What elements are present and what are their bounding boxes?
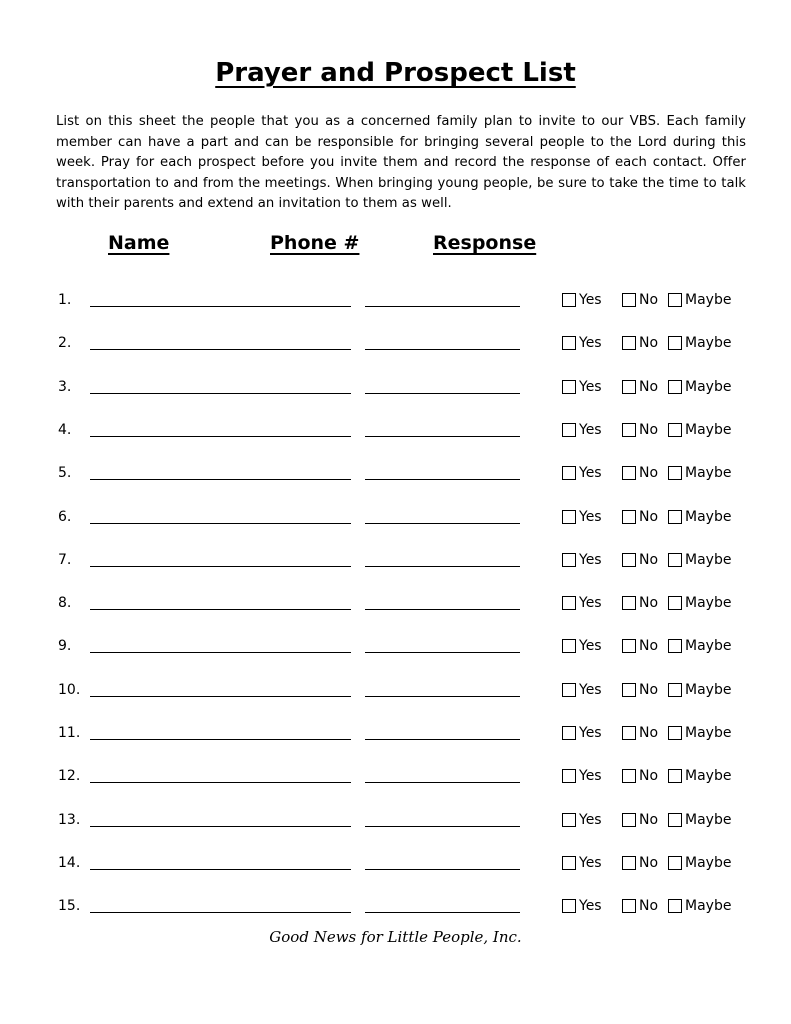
response-option-maybe [668, 550, 731, 570]
no-label: No [639, 768, 659, 785]
response-option-maybe [668, 463, 731, 483]
row-number: 8. [58, 595, 72, 612]
phone-field-line[interactable] [365, 826, 520, 827]
response-option-no [622, 377, 658, 397]
response-option-maybe [668, 290, 731, 310]
row-number: 6. [58, 508, 72, 525]
name-field-line[interactable] [90, 479, 351, 480]
yes-checkbox[interactable] [562, 813, 576, 827]
name-field-line[interactable] [90, 436, 351, 437]
response-option-maybe [668, 593, 731, 613]
response-option-yes [562, 680, 602, 700]
no-checkbox[interactable] [622, 596, 636, 610]
phone-field-line[interactable] [365, 869, 520, 870]
response-option-no [622, 463, 658, 483]
response-option-no [622, 290, 658, 310]
response-option-yes [562, 290, 602, 310]
response-option-no [622, 853, 658, 873]
prospect-row [0, 507, 791, 537]
response-option-no [622, 507, 658, 527]
name-field-line[interactable] [90, 739, 351, 740]
maybe-checkbox[interactable] [668, 726, 682, 740]
prospect-row [0, 853, 791, 883]
yes-checkbox[interactable] [562, 423, 576, 437]
maybe-checkbox[interactable] [668, 510, 682, 524]
maybe-label: Maybe [685, 551, 732, 568]
row-number: 14. [58, 854, 81, 871]
row-number: 11. [58, 725, 81, 741]
maybe-label: Maybe [685, 595, 732, 612]
prospect-row [0, 463, 791, 493]
phone-field-line[interactable] [365, 479, 520, 480]
prospect-row [0, 550, 791, 580]
row-number: 2. [58, 335, 72, 352]
yes-label: Yes [579, 465, 602, 482]
yes-label: Yes [579, 768, 602, 785]
response-option-maybe [668, 333, 731, 353]
no-label: No [639, 595, 659, 612]
maybe-checkbox[interactable] [668, 899, 682, 913]
name-field-line[interactable] [90, 609, 351, 610]
no-checkbox[interactable] [622, 423, 636, 437]
prospect-row [0, 377, 791, 407]
yes-label: Yes [579, 854, 602, 871]
response-option-maybe [668, 723, 731, 743]
phone-field-line[interactable] [365, 393, 520, 394]
no-checkbox[interactable] [622, 683, 636, 697]
row-number: 1. [58, 292, 72, 308]
response-option-yes [562, 333, 602, 353]
maybe-checkbox[interactable] [668, 683, 682, 697]
phone-field-line[interactable] [365, 436, 520, 437]
response-option-no [622, 593, 658, 613]
response-option-maybe [668, 853, 731, 873]
maybe-checkbox[interactable] [668, 380, 682, 394]
prospect-row [0, 723, 791, 753]
no-checkbox[interactable] [622, 293, 636, 307]
yes-label: Yes [579, 681, 602, 698]
response-option-no [622, 550, 658, 570]
yes-checkbox[interactable] [562, 639, 576, 653]
no-label: No [639, 551, 659, 568]
row-number: 3. [58, 378, 72, 395]
prospect-row [0, 680, 791, 710]
row-number: 15. [58, 898, 81, 915]
prospect-row [0, 420, 791, 450]
phone-field-line[interactable] [365, 349, 520, 350]
maybe-label: Maybe [685, 421, 732, 438]
no-label: No [639, 335, 659, 352]
response-option-maybe [668, 766, 731, 786]
response-option-no [622, 723, 658, 743]
maybe-label: Maybe [685, 854, 732, 871]
no-label: No [639, 725, 659, 741]
prospect-row [0, 593, 791, 623]
name-field-line[interactable] [90, 566, 351, 567]
yes-checkbox[interactable] [562, 510, 576, 524]
phone-field-line[interactable] [365, 523, 520, 524]
response-option-maybe [668, 636, 731, 656]
no-label: No [639, 292, 659, 308]
response-option-no [622, 420, 658, 440]
yes-label: Yes [579, 638, 602, 655]
response-option-yes [562, 593, 602, 613]
phone-field-line[interactable] [365, 739, 520, 740]
no-checkbox[interactable] [622, 510, 636, 524]
phone-field-line[interactable] [365, 306, 520, 307]
row-number: 9. [58, 638, 72, 655]
maybe-checkbox[interactable] [668, 769, 682, 783]
response-option-yes [562, 420, 602, 440]
maybe-label: Maybe [685, 638, 732, 655]
response-option-maybe [668, 896, 731, 916]
yes-checkbox[interactable] [562, 466, 576, 480]
maybe-checkbox[interactable] [668, 813, 682, 827]
row-number: 12. [58, 768, 81, 785]
response-option-yes [562, 550, 602, 570]
row-number: 5. [58, 465, 72, 482]
yes-checkbox[interactable] [562, 380, 576, 394]
maybe-checkbox[interactable] [668, 553, 682, 567]
no-label: No [639, 378, 659, 395]
no-label: No [639, 638, 659, 655]
no-checkbox[interactable] [622, 856, 636, 870]
no-label: No [639, 508, 659, 525]
prospect-row [0, 636, 791, 666]
no-checkbox[interactable] [622, 726, 636, 740]
response-option-yes [562, 810, 602, 830]
maybe-label: Maybe [685, 378, 732, 395]
row-number: 10. [58, 681, 81, 698]
maybe-label: Maybe [685, 681, 732, 698]
maybe-label: Maybe [685, 768, 732, 785]
no-label: No [639, 811, 659, 828]
row-number: 4. [58, 421, 72, 438]
footer-credit: Good News for Little People, Inc. [269, 928, 522, 946]
response-option-no [622, 766, 658, 786]
no-label: No [639, 898, 659, 915]
name-field-line[interactable] [90, 826, 351, 827]
response-option-maybe [668, 420, 731, 440]
phone-field-line[interactable] [365, 652, 520, 653]
no-checkbox[interactable] [622, 553, 636, 567]
response-option-yes [562, 853, 602, 873]
phone-field-line[interactable] [365, 609, 520, 610]
maybe-checkbox[interactable] [668, 466, 682, 480]
yes-label: Yes [579, 725, 602, 741]
no-label: No [639, 421, 659, 438]
no-checkbox[interactable] [622, 769, 636, 783]
response-option-yes [562, 896, 602, 916]
yes-checkbox[interactable] [562, 553, 576, 567]
name-field-line[interactable] [90, 782, 351, 783]
response-option-yes [562, 723, 602, 743]
maybe-label: Maybe [685, 725, 732, 741]
prospect-row [0, 896, 791, 926]
maybe-checkbox[interactable] [668, 639, 682, 653]
yes-label: Yes [579, 508, 602, 525]
yes-label: Yes [579, 898, 602, 915]
response-option-yes [562, 377, 602, 397]
no-label: No [639, 854, 659, 871]
yes-label: Yes [579, 551, 602, 568]
response-option-no [622, 636, 658, 656]
maybe-label: Maybe [685, 508, 732, 525]
response-option-yes [562, 766, 602, 786]
yes-label: Yes [579, 595, 602, 612]
name-field-line[interactable] [90, 349, 351, 350]
name-field-line[interactable] [90, 523, 351, 524]
name-field-line[interactable] [90, 306, 351, 307]
name-field-line[interactable] [90, 652, 351, 653]
column-header-phone: Phone # [270, 232, 360, 254]
column-header-response: Response [433, 232, 537, 254]
page-title: Prayer and Prospect List [215, 58, 576, 88]
response-option-maybe [668, 680, 731, 700]
no-label: No [639, 465, 659, 482]
prospect-row [0, 766, 791, 796]
maybe-checkbox[interactable] [668, 423, 682, 437]
response-option-yes [562, 463, 602, 483]
yes-checkbox[interactable] [562, 726, 576, 740]
yes-label: Yes [579, 378, 602, 395]
row-number: 7. [58, 551, 72, 568]
prospect-row [0, 333, 791, 363]
response-option-no [622, 333, 658, 353]
response-option-maybe [668, 810, 731, 830]
yes-checkbox[interactable] [562, 336, 576, 350]
maybe-label: Maybe [685, 811, 732, 828]
phone-field-line[interactable] [365, 782, 520, 783]
prospect-row [0, 810, 791, 840]
phone-field-line[interactable] [365, 912, 520, 913]
response-option-no [622, 680, 658, 700]
no-checkbox[interactable] [622, 639, 636, 653]
prospect-row [0, 290, 791, 320]
maybe-checkbox[interactable] [668, 336, 682, 350]
yes-label: Yes [579, 335, 602, 352]
yes-checkbox[interactable] [562, 683, 576, 697]
response-option-no [622, 810, 658, 830]
no-label: No [639, 681, 659, 698]
no-checkbox[interactable] [622, 899, 636, 913]
yes-checkbox[interactable] [562, 769, 576, 783]
instructions-paragraph: List on this sheet the people that you as a concerned family plan to invite to our VBS. Each family member can have a part and can be responsible for bringing several people to the Lord during this week. Pray for each prospect before you invite them and record the response of each contact. Offer transportation to and from the meetings. When bringing young people, be sure to take the time to talk with their parents and extend an invitation to them as well. [56, 114, 746, 211]
phone-field-line[interactable] [365, 696, 520, 697]
name-field-line[interactable] [90, 869, 351, 870]
response-option-maybe [668, 377, 731, 397]
yes-checkbox[interactable] [562, 856, 576, 870]
name-field-line[interactable] [90, 912, 351, 913]
maybe-label: Maybe [685, 898, 732, 915]
no-checkbox[interactable] [622, 813, 636, 827]
response-option-yes [562, 636, 602, 656]
no-checkbox[interactable] [622, 336, 636, 350]
yes-checkbox[interactable] [562, 899, 576, 913]
row-number: 13. [58, 811, 81, 828]
response-option-no [622, 896, 658, 916]
maybe-label: Maybe [685, 465, 732, 482]
maybe-checkbox[interactable] [668, 293, 682, 307]
response-option-yes [562, 507, 602, 527]
response-option-maybe [668, 507, 731, 527]
yes-label: Yes [579, 421, 602, 438]
no-checkbox[interactable] [622, 466, 636, 480]
column-header-name: Name [108, 232, 170, 254]
phone-field-line[interactable] [365, 566, 520, 567]
maybe-checkbox[interactable] [668, 856, 682, 870]
yes-label: Yes [579, 811, 602, 828]
yes-checkbox[interactable] [562, 293, 576, 307]
yes-checkbox[interactable] [562, 596, 576, 610]
name-field-line[interactable] [90, 696, 351, 697]
name-field-line[interactable] [90, 393, 351, 394]
maybe-label: Maybe [685, 335, 732, 352]
maybe-checkbox[interactable] [668, 596, 682, 610]
yes-label: Yes [579, 292, 602, 308]
maybe-label: Maybe [685, 292, 732, 308]
no-checkbox[interactable] [622, 380, 636, 394]
